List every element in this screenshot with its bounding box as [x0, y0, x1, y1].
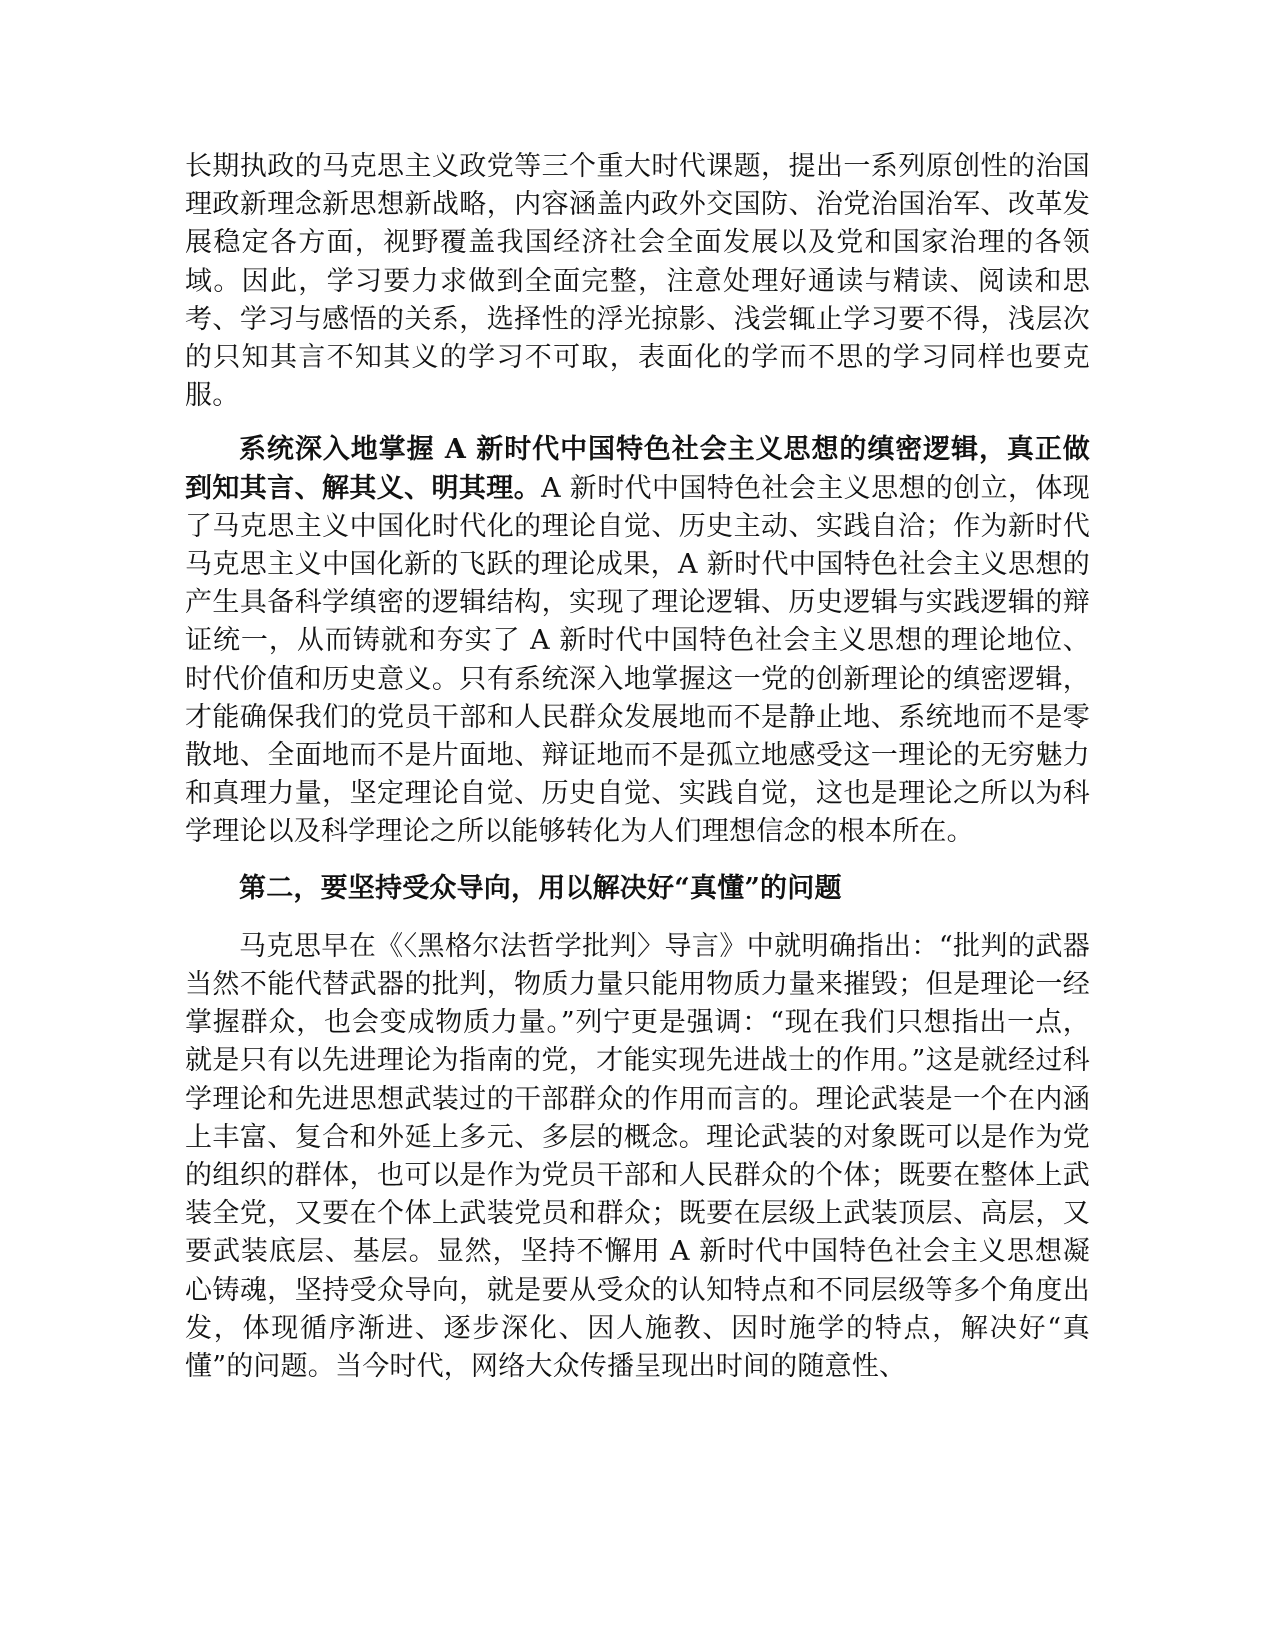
paragraph-body: A 新时代中国特色社会主义思想的创立，体现了马克思主义中国化时代化的理论自觉、历史主动、实践自洽；作为新时代马克思主义中国化新的飞跃的理论成果，A 新时代中国特色社会主义思想的产生具备科学缜密的逻辑结构，实现了理论逻辑、历史逻辑与实践逻辑的辩证统一，从而铸就和夯实了 A 新时代中国特色社会主义思想的理论地位、时代价值和历史意义。只有系统深入地掌握这一党的创新理论的缜密逻辑，才能确保我们的党员干部和人民群众发展地而不是静止地、系统地而不是零散地、全面地而不是片面地、辩证地而不是孤立地感受这一理论的无穷魅力和真理力量，坚定理论自觉、历史自觉、实践自觉，这也是理论之所以为科学理论以及科学理论之所以能够转化为人们理想信念的根本所在。 — [185, 472, 1091, 848]
paragraph-lead-heading: 系统深入地掌握 A 新时代中国特色社会主义思想的缜密逻辑，真正做到知其言、解其义、明其理。 — [185, 434, 1090, 504]
paragraph-continuation: 长期执政的马克思主义政党等三个重大时代课题，提出一系列原创性的治国理政新理念新思想新战略，内容涵盖内政外交国防、治党治国治军、改革发展稳定各方面，视野覆盖我国经济社会全面发展以及党和国家治理的各领域。因此，学习要力求做到全面完整，注意处理好通读与精读、阅读和思考、学习与感悟的关系，选择性的浮光掠影、浅尝辄止学习要不得，浅层次的只知其言不知其义的学习不可取，表面化的学而不思的学习同样也要克服。 — [185, 151, 1090, 412]
section-heading: 第二，要坚持受众导向，用以解决好“真懂”的问题 — [239, 872, 842, 904]
paragraph-audience: 马克思早在《〈黑格尔法哲学批判〉导言》中就明确指出：“批判的武器当然不能代替武器的批判，物质力量只能用物质力量来摧毁；但是理论一经掌握群众，也会变成物质力量。”列宁更是强调：“现在我们只想指出一点，就是只有以先进理论为指南的党，才能实现先进战士的作用。”这是就经过科学理论和先进思想武装过的干部群众的作用而言的。理论武装是一个在内涵上丰富、复合和外延上多元、多层的概念。理论武装的对象既可以是作为党的组织的群体，也可以是作为党员干部和人民群众的个体；既要在整体上武装全党，又要在个体上武装党员和群众；既要在层级上武装顶层、高层，又要武装底层、基层。显然，坚持不懈用 A 新时代中国特色社会主义思想凝心铸魂，坚持受众导向，就是要从受众的认知特点和不同层级等多个角度出发，体现循序渐进、逐步深化、因人施教、因时施学的特点，解决好“真懂”的问题。当今时代，网络大众传播呈现出时间的随意性、 — [185, 930, 1090, 1383]
paragraph-logic — [185, 431, 1090, 851]
document-page — [185, 148, 1090, 1386]
